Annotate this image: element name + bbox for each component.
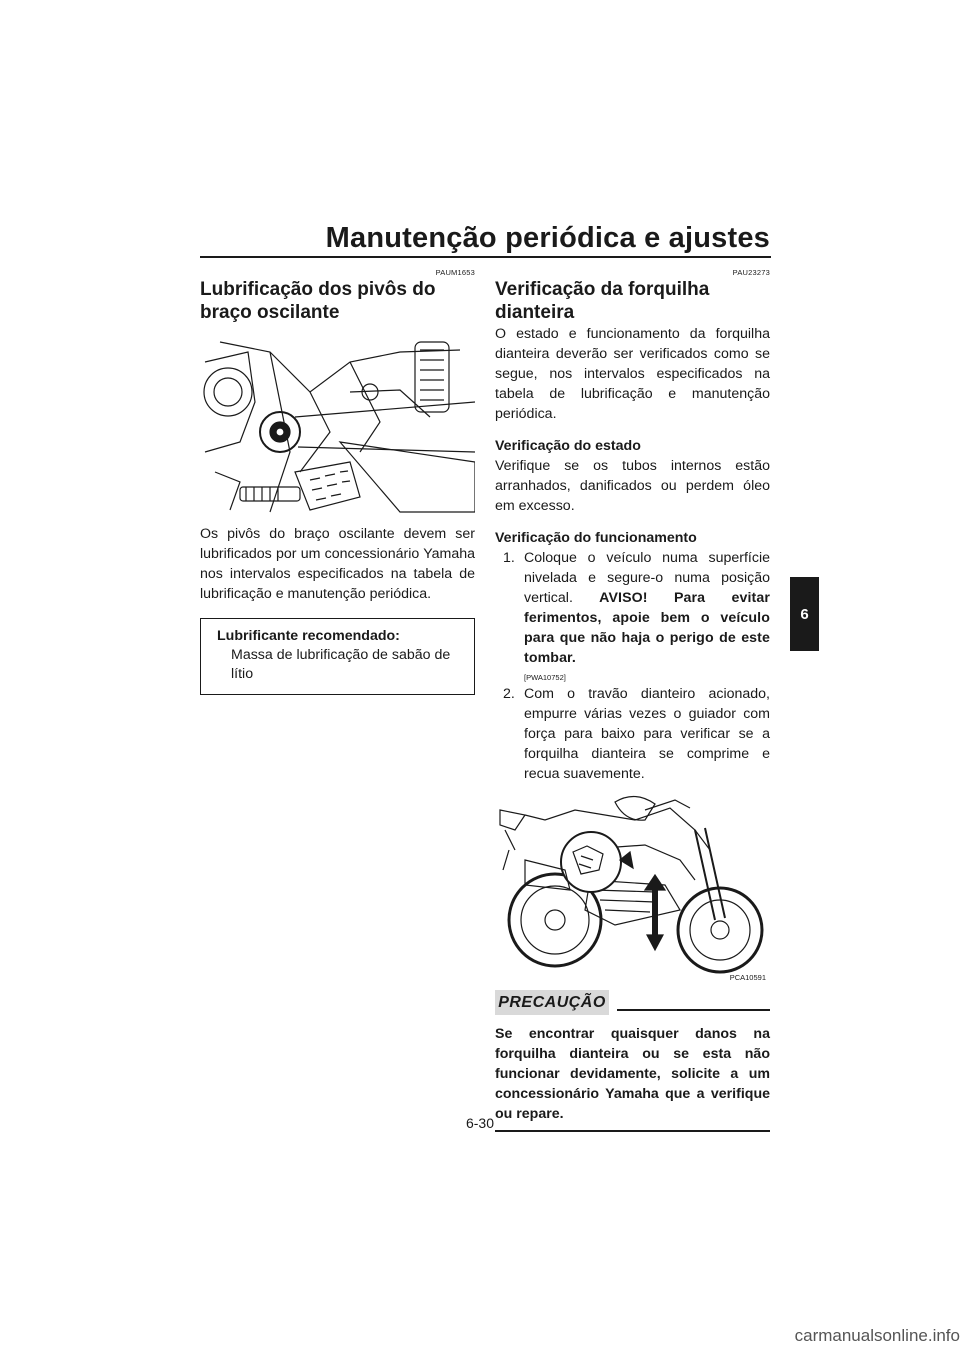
right-column: [495, 268, 770, 1132]
caution-text: Se encontrar quaisquer danos na forquilha dianteira ou se esta não funcionar devidamente, solicite a um concessionário Yamaha que a verifique ou repare.: [495, 1026, 770, 1122]
swingarm-paragraph: Os pivôs do braço oscilante devem ser lubrificados por um concessionário Yamaha nos intervalos especificados na tabela de lubrificação e manutenção periódica.: [200, 526, 475, 602]
condition-subhead: Verificação do estado: [495, 438, 641, 454]
condition-text: Verifique se os tubos internos estão arranhados, danificados ou perdem óleo em excesso.: [495, 458, 770, 514]
list-item: [495, 548, 770, 684]
step-number: 2.: [503, 686, 515, 702]
section-title-swingarm: Lubrificação dos pivôs do braço oscilante: [200, 279, 436, 323]
header-rule: [200, 256, 771, 258]
operation-steps: [495, 548, 770, 784]
section-code: PAUM1653: [435, 268, 475, 277]
warning-code: [PWA10752]: [524, 673, 566, 682]
step-text: Com o travão dianteiro acionado, empurre várias vezes o guiador com força para baixo para verificar se a forquilha dianteira se comprime e recua suavemente.: [524, 686, 770, 782]
figure-code: PCA10591: [729, 973, 766, 982]
caution-rule-top: [617, 1009, 770, 1011]
page-header: Manutenção periódica e ajustes: [325, 222, 770, 254]
left-column: [200, 268, 475, 695]
swingarm-pivot-drawing: [200, 332, 475, 514]
chapter-tab: 6: [790, 577, 819, 651]
watermark: carmanualsonline.info: [794, 1326, 960, 1345]
swingarm-pivot-illustration: [200, 332, 475, 514]
page-number: 6-30: [465, 1115, 495, 1131]
step-text: Coloque o veículo numa superfície nivelada e segure-o numa posição vertical.: [524, 550, 770, 606]
lubricant-label: Lubrificante recomendado:: [217, 628, 400, 644]
warning-text: AVISO! Para evitar ferimentos, apoie bem o veículo para que não haja o perigo de este tombar.: [524, 590, 770, 666]
section-title-front-fork: Verificação da forquilha dianteira: [495, 279, 710, 323]
motorcycle-drawing: [495, 790, 770, 980]
operation-subhead: Verificação do funcionamento: [495, 530, 697, 546]
step-number: 1.: [503, 550, 515, 566]
lubricant-box: [200, 618, 475, 695]
caution-label: PRECAUÇÃO: [495, 990, 609, 1015]
list-item: [495, 684, 770, 784]
lubricant-value: Massa de lubrificação de sabão de lítio: [231, 647, 451, 682]
section-code: PAU23273: [732, 268, 770, 277]
caution-header: [495, 990, 770, 1018]
fork-intro: O estado e funcionamento da forquilha dianteira deverão ser verificados como se segue, nos intervalos especificados na tabela de lubrificação e manutenção periódica.: [495, 326, 770, 422]
front-fork-illustration: [495, 790, 770, 980]
